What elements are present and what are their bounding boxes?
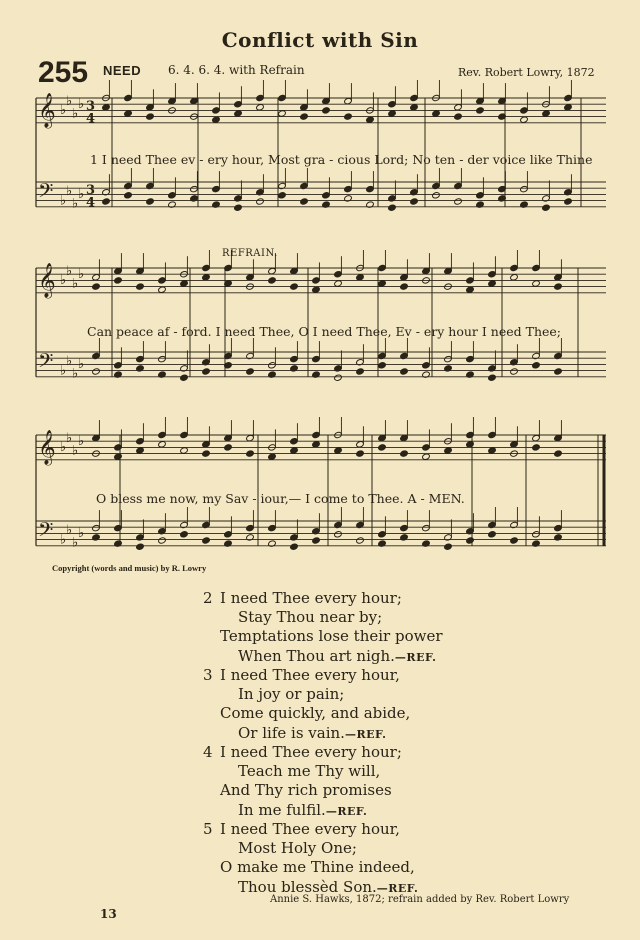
page-number: 13 [100,907,117,921]
notehead [564,198,573,205]
flat-icon: ♭ [66,93,73,109]
notehead [180,280,189,287]
notehead [158,441,167,448]
stanza-2 [203,589,443,667]
notehead [146,198,155,205]
notehead [136,447,145,454]
notehead [388,204,397,211]
notehead [532,444,541,451]
notehead [202,450,211,457]
notehead [256,198,265,205]
author-credit: Annie S. Hawks, 1872; refrain added by Rev. Robert Lowry [270,894,570,905]
notehead [466,537,475,544]
notehead [488,280,497,287]
notehead [410,104,419,111]
notehead [224,444,233,451]
meter: 6. 4. 6. 4. with Refrain [168,63,305,77]
notehead [234,204,243,211]
notehead [554,283,563,290]
notehead [454,198,463,205]
tune-name: NEED [103,63,142,78]
treble-clef-icon: 𝄞 [38,430,56,465]
time-signature-numerator: 3 [86,99,96,114]
stanza-line: O make me Thine indeed, [220,858,415,877]
stanza-number: 4 [203,743,213,761]
flat-icon: ♭ [72,366,79,382]
notehead [542,110,551,117]
flat-icon: ♭ [78,526,85,542]
notehead [488,447,497,454]
notehead [356,450,365,457]
notehead [444,543,453,550]
flat-icon: ♭ [60,440,67,456]
flat-icon: ♭ [78,267,85,282]
refrain-marker: —REF. [344,727,387,741]
notehead [520,116,529,123]
notehead [510,537,519,544]
stanza-number: 2 [203,589,213,607]
stanza-line: Stay Thou near by; [238,608,383,627]
notehead [432,192,441,199]
notehead [334,280,343,287]
flat-icon: ♭ [72,106,79,122]
notehead [92,283,101,290]
notehead [476,107,485,114]
bass-clef-icon: 𝄢 [38,179,54,207]
flat-icon: ♭ [60,193,67,209]
stanza-line: I need Thee every hour, [220,820,400,838]
flat-icon: ♭ [72,276,79,292]
flat-icon: ♭ [72,443,79,459]
notehead [202,537,211,544]
notehead [378,280,387,287]
lyric-line-2: Can peace af - ford. I need Thee, O I need Thee, Ev - ery hour I need Thee; [87,324,561,339]
notehead [146,113,155,120]
notehead [410,198,419,205]
notehead [334,447,343,454]
stanza-line: I need Thee every hour, [220,666,400,684]
notehead [136,543,145,550]
flat-icon: ♭ [78,97,85,112]
treble-clef-icon: 𝄞 [38,263,56,298]
notehead [454,113,463,120]
stanza-line: Teach me Thy will, [238,762,381,781]
notehead [344,113,353,120]
lyric-line-1: 1 I need Thee ev - ery hour, Most gra - cious Lord; No ten - der voice like Thine [90,152,593,167]
notehead [400,368,409,375]
notehead [444,447,453,454]
time-signature-denominator: 4 [86,195,96,211]
stanza-line: Or life is vain. [238,723,345,742]
refrain-label: REFRAIN. [222,248,278,259]
notehead [278,192,287,199]
notehead [180,374,189,381]
notehead [256,104,265,111]
notehead [234,110,243,117]
bass-clef-icon: 𝄢 [38,518,54,546]
notehead [114,277,123,284]
notehead [290,543,299,550]
notehead [466,441,475,448]
notehead [102,198,111,205]
refrain-marker: —REF. [325,804,368,818]
notehead [378,444,387,451]
stanza-line: In me fulfil. [238,800,326,819]
notehead [510,274,519,281]
bass-clef-icon: 𝄢 [38,349,54,377]
notehead [180,531,189,538]
lyric-line-3: O bless me now, my Sav - iour,— I come to Thee. A - MEN. [96,491,465,506]
notehead [290,283,299,290]
flat-icon: ♭ [72,535,79,551]
stanza-line: I need Thee every hour; [220,589,402,607]
notehead [532,280,541,287]
flat-icon: ♭ [66,184,73,200]
notehead [180,447,189,454]
refrain-marker: —REF. [394,650,437,664]
stanza-line: In joy or pain; [238,685,345,704]
notehead [554,368,563,375]
flat-icon: ♭ [66,523,73,539]
notehead [136,283,145,290]
refrain-marker: —REF. [376,881,419,895]
notehead [388,110,397,117]
flat-icon: ♭ [66,263,73,279]
notehead [356,274,365,281]
stanza-line: I need Thee every hour; [220,743,402,761]
flat-icon: ♭ [72,196,79,212]
stanza-line: Come quickly, and abide, [220,704,411,723]
notehead [432,110,441,117]
flat-icon: ♭ [60,363,67,379]
notehead [422,453,431,460]
notehead [366,116,375,123]
notehead [92,368,101,375]
notehead [466,286,475,293]
notehead [542,204,551,211]
flat-icon: ♭ [60,103,67,119]
notehead [312,441,321,448]
section-title: Conflict with Sin [221,28,419,52]
time-signature-denominator: 4 [86,111,96,127]
flat-icon: ♭ [66,430,73,446]
notehead [488,374,497,381]
notehead [378,362,387,369]
notehead [158,286,167,293]
notehead [202,274,211,281]
notehead [124,192,133,199]
notehead [356,368,365,375]
notehead [554,450,563,457]
notehead [246,450,255,457]
stanza-line: Thou blessèd Son. [238,877,377,896]
notehead [334,531,343,538]
notehead [334,374,343,381]
notehead [532,362,541,369]
notehead [322,107,331,114]
notehead [268,277,277,284]
notehead [312,537,321,544]
composer-credit: Rev. Robert Lowry, 1872 [458,66,595,79]
flat-icon: ♭ [66,354,73,370]
notehead [158,537,167,544]
notehead [212,116,221,123]
flat-icon: ♭ [78,187,85,203]
notehead [202,368,211,375]
stanza-line: And Thy rich promises [220,781,392,800]
notehead [114,453,123,460]
notehead [268,453,277,460]
flat-icon: ♭ [60,532,67,548]
flat-icon: ♭ [78,434,85,449]
stanza-number: 3 [203,666,213,684]
notehead [102,104,111,111]
notehead [488,531,497,538]
hymn-number: 255 [38,56,89,89]
notehead [300,198,309,205]
stanza-5 [203,820,418,898]
stanza-4 [203,743,402,821]
flat-icon: ♭ [60,273,67,289]
stanza-line: Most Holy One; [238,839,357,858]
copyright-notice: Copyright (words and music) by R. Lowry [52,563,207,573]
treble-clef-icon: 𝄞 [38,93,56,128]
stanza-line: Temptations lose their power [220,627,443,646]
notehead [564,104,573,111]
notehead [400,283,409,290]
time-signature-numerator: 3 [86,183,96,198]
notehead [400,450,409,457]
notehead [246,368,255,375]
notehead [124,110,133,117]
notehead [290,447,299,454]
notehead [356,537,365,544]
stanza-line: When Thou art nigh. [238,646,395,665]
stanza-number: 5 [203,820,213,838]
stanza-3 [203,666,410,744]
notehead [312,286,321,293]
notehead [510,368,519,375]
flat-icon: ♭ [78,357,85,373]
notehead [300,113,309,120]
notehead [278,110,287,117]
